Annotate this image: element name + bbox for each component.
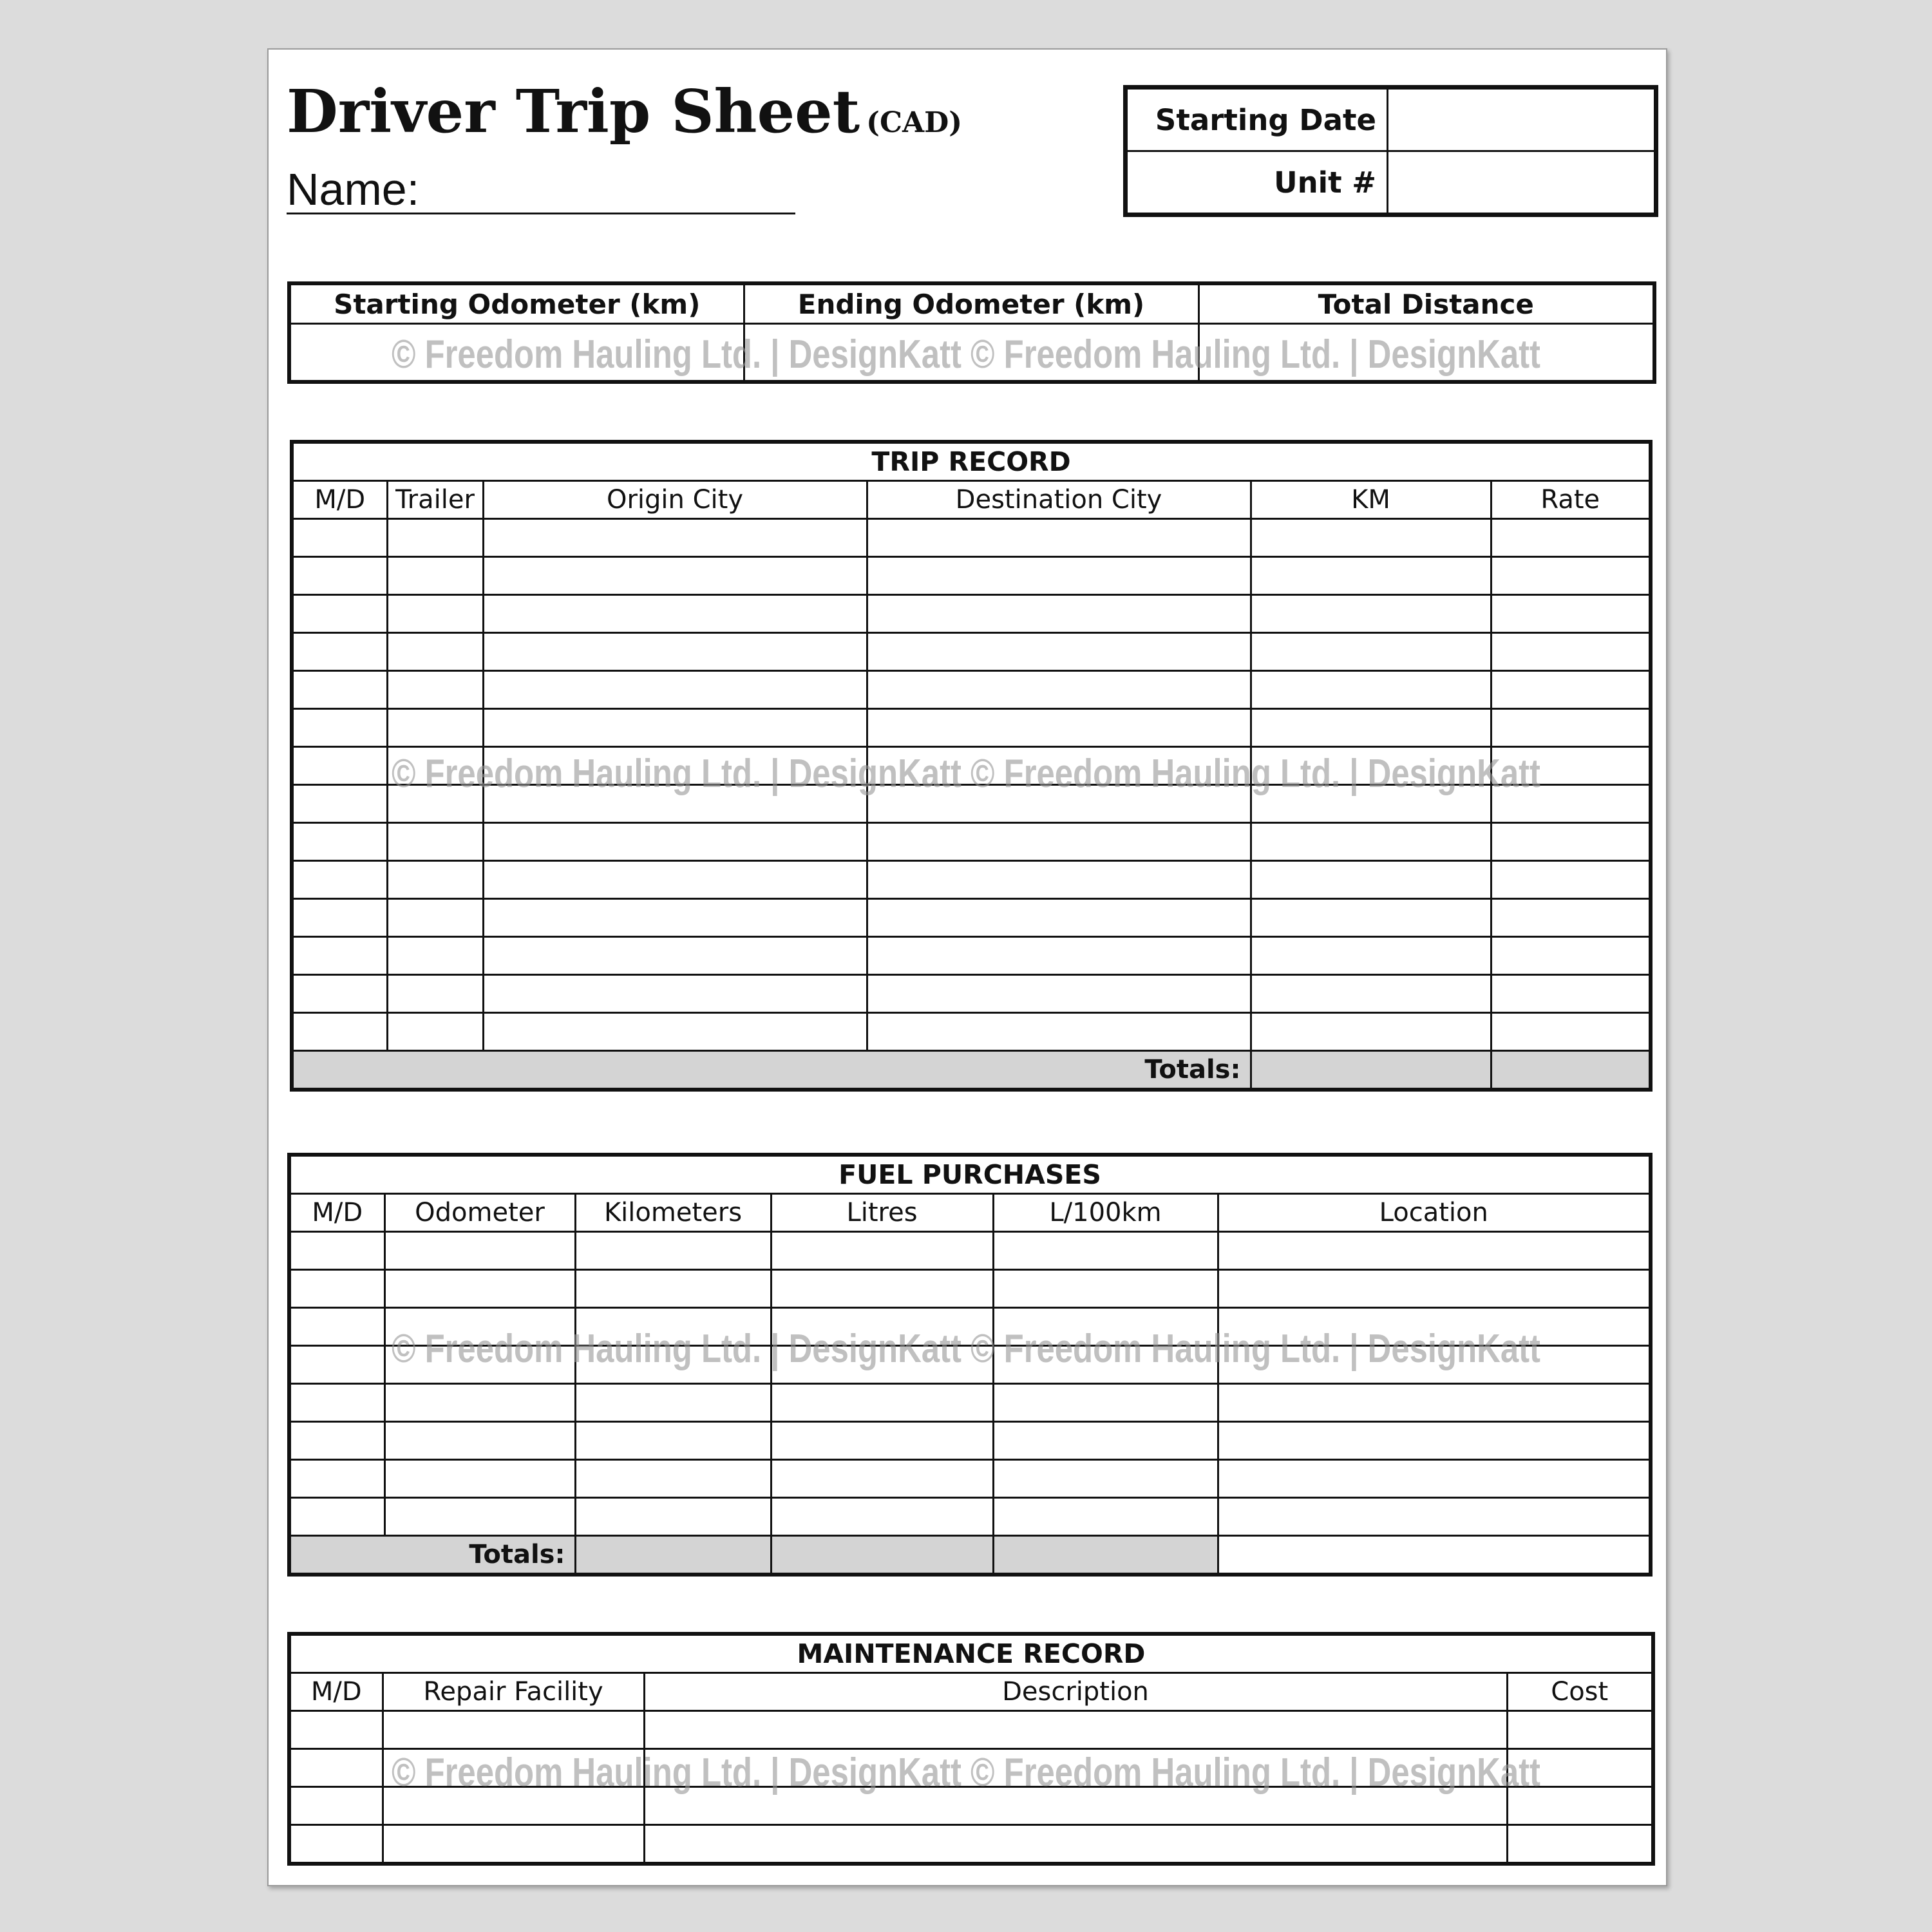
trip-record-cell[interactable]: [1491, 595, 1651, 633]
trip-record-cell[interactable]: [867, 671, 1251, 709]
trip-record-cell[interactable]: [1491, 633, 1651, 671]
fuel-purchases-row: [289, 1460, 1651, 1498]
trip-record-cell[interactable]: [1491, 519, 1651, 557]
trip-record-cell[interactable]: [292, 519, 387, 557]
fuel-purchases-row: [289, 1346, 1651, 1384]
trip-record-cell[interactable]: [1251, 633, 1491, 671]
maintenance-record-cell[interactable]: [644, 1749, 1507, 1787]
fuel-purchases-row: [289, 1498, 1651, 1536]
maintenance-record-row: [289, 1749, 1653, 1787]
trip-record-cell[interactable]: [483, 975, 867, 1013]
trip-record-cell[interactable]: [483, 937, 867, 975]
trip-record-cell[interactable]: [387, 1013, 483, 1051]
maintenance-record-cell[interactable]: [289, 1749, 383, 1787]
maintenance-repair-facility-header: Repair Facility: [383, 1673, 644, 1711]
trip-record-cell[interactable]: [387, 937, 483, 975]
starting-date-row: [1126, 88, 1656, 151]
trip-record-cell[interactable]: [1491, 1013, 1651, 1051]
fuel-purchases-cell[interactable]: [575, 1270, 771, 1308]
trip-record-cell[interactable]: [387, 823, 483, 861]
trip-record-cell[interactable]: [1491, 899, 1651, 937]
maintenance-record-cell[interactable]: [289, 1711, 383, 1749]
trip-destination-city-header: Destination City: [867, 481, 1251, 519]
fuel-purchases-cell[interactable]: [384, 1498, 575, 1536]
total-distance-value[interactable]: [1198, 324, 1654, 383]
fuel-md-header: M/D: [289, 1194, 384, 1232]
odometer-header-row: [289, 283, 1654, 324]
name-label: Name:: [287, 164, 420, 214]
fuel-total-location[interactable]: [1218, 1536, 1651, 1575]
fuel-purchases-row: [289, 1308, 1651, 1346]
trip-record-row: [292, 861, 1651, 899]
trip-record-row: [292, 633, 1651, 671]
trip-record-cell[interactable]: [387, 709, 483, 747]
trip-record-title: TRIP RECORD: [292, 442, 1651, 481]
maintenance-record-cell[interactable]: [289, 1825, 383, 1864]
fuel-purchases-cell[interactable]: [289, 1346, 384, 1384]
maintenance-record-cell[interactable]: [383, 1749, 644, 1787]
starting-odometer-header: Starting Odometer (km): [289, 283, 744, 324]
trip-total-rate[interactable]: [1491, 1051, 1651, 1090]
trip-record-cell[interactable]: [1491, 785, 1651, 823]
maintenance-record-cell[interactable]: [1507, 1787, 1653, 1825]
fuel-purchases-cell[interactable]: [384, 1270, 575, 1308]
trip-record-cell[interactable]: [387, 557, 483, 595]
fuel-purchases-cell[interactable]: [289, 1308, 384, 1346]
fuel-purchases-cell[interactable]: [384, 1308, 575, 1346]
fuel-litres-header: Litres: [771, 1194, 993, 1232]
trip-km-header: KM: [1251, 481, 1491, 519]
trip-record-cell[interactable]: [387, 747, 483, 785]
trip-record-cell[interactable]: [1491, 747, 1651, 785]
trip-record-cell[interactable]: [387, 595, 483, 633]
fuel-purchases-row: [289, 1422, 1651, 1460]
trip-record-row: [292, 899, 1651, 937]
trip-record-cell[interactable]: [292, 937, 387, 975]
fuel-purchases-cell[interactable]: [575, 1346, 771, 1384]
fuel-header-row: [289, 1194, 1651, 1232]
fuel-purchases-cell[interactable]: [993, 1346, 1218, 1384]
fuel-purchases-table: [287, 1153, 1653, 1577]
fuel-purchases-cell[interactable]: [993, 1308, 1218, 1346]
trip-record-cell[interactable]: [387, 671, 483, 709]
starting-odometer-value[interactable]: [289, 324, 744, 383]
maintenance-description-header: Description: [644, 1673, 1507, 1711]
fuel-purchases-cell[interactable]: [289, 1384, 384, 1422]
fuel-purchases-cell[interactable]: [289, 1232, 384, 1270]
fuel-total-kilometers[interactable]: [575, 1536, 771, 1575]
trip-record-cell[interactable]: [1251, 975, 1491, 1013]
trip-md-header: M/D: [292, 481, 387, 519]
trip-record-cell[interactable]: [483, 899, 867, 937]
fuel-purchases-cell[interactable]: [1218, 1308, 1651, 1346]
maintenance-record-row: [289, 1825, 1653, 1864]
fuel-purchases-cell[interactable]: [1218, 1460, 1651, 1498]
fuel-purchases-cell[interactable]: [575, 1422, 771, 1460]
maintenance-md-header: M/D: [289, 1673, 383, 1711]
info-box: [1123, 85, 1658, 217]
fuel-kilometers-header: Kilometers: [575, 1194, 771, 1232]
trip-record-cell[interactable]: [483, 823, 867, 861]
maintenance-record-row: [289, 1787, 1653, 1825]
trip-record-cell[interactable]: [867, 519, 1251, 557]
starting-date-label: Starting Date: [1126, 88, 1388, 151]
ending-odometer-header: Ending Odometer (km): [744, 283, 1198, 324]
fuel-location-header: Location: [1218, 1194, 1651, 1232]
trip-record-cell[interactable]: [292, 1013, 387, 1051]
title-text: Driver Trip Sheet: [287, 77, 860, 146]
trip-record-cell[interactable]: [1491, 975, 1651, 1013]
trip-record-cell[interactable]: [867, 975, 1251, 1013]
watermark-text: © Freedom Hauling Ltd. | DesignKatt © Freedom Hauling Ltd. | DesignKatt: [391, 1327, 1540, 1371]
maintenance-record-cell[interactable]: [383, 1787, 644, 1825]
trip-record-row: [292, 747, 1651, 785]
trip-record-cell[interactable]: [292, 709, 387, 747]
trip-record-cell[interactable]: [867, 595, 1251, 633]
fuel-purchases-cell[interactable]: [771, 1232, 993, 1270]
name-value[interactable]: [422, 160, 680, 205]
trip-record-cell[interactable]: [1251, 557, 1491, 595]
trip-record-cell[interactable]: [1251, 709, 1491, 747]
total-distance-header: Total Distance: [1198, 283, 1654, 324]
fuel-purchases-body: [289, 1232, 1651, 1536]
fuel-purchases-cell[interactable]: [771, 1308, 993, 1346]
maintenance-record-body: [289, 1711, 1653, 1864]
trip-record-cell[interactable]: [387, 633, 483, 671]
starting-date-value[interactable]: [1388, 88, 1656, 151]
fuel-purchases-cell[interactable]: [1218, 1422, 1651, 1460]
trip-record-cell[interactable]: [867, 861, 1251, 899]
trip-record-cell[interactable]: [1251, 861, 1491, 899]
maintenance-record-table: [287, 1632, 1655, 1866]
fuel-purchases-cell[interactable]: [575, 1232, 771, 1270]
trip-record-cell[interactable]: [292, 861, 387, 899]
trip-record-row: [292, 785, 1651, 823]
driver-name-field[interactable]: [287, 160, 795, 214]
trip-record-cell[interactable]: [1251, 937, 1491, 975]
fuel-purchases-cell[interactable]: [993, 1270, 1218, 1308]
trip-record-cell[interactable]: [1491, 823, 1651, 861]
trip-origin-city-header: Origin City: [483, 481, 867, 519]
trip-record-cell[interactable]: [867, 823, 1251, 861]
fuel-purchases-cell[interactable]: [575, 1308, 771, 1346]
fuel-purchases-cell[interactable]: [1218, 1270, 1651, 1308]
maintenance-record-cell[interactable]: [644, 1787, 1507, 1825]
maintenance-header-row: [289, 1673, 1653, 1711]
trip-record-body: [292, 519, 1651, 1051]
maintenance-cost-header: Cost: [1507, 1673, 1653, 1711]
maintenance-record-cell[interactable]: [1507, 1749, 1653, 1787]
trip-record-cell[interactable]: [387, 785, 483, 823]
trip-record-cell[interactable]: [1491, 937, 1651, 975]
trip-record-cell[interactable]: [867, 557, 1251, 595]
fuel-purchases-cell[interactable]: [993, 1232, 1218, 1270]
trip-record-cell[interactable]: [292, 595, 387, 633]
fuel-totals-row: [289, 1536, 1651, 1575]
trip-record-cell[interactable]: [1251, 519, 1491, 557]
fuel-purchases-row: [289, 1270, 1651, 1308]
trip-record-cell[interactable]: [867, 709, 1251, 747]
trip-record-cell[interactable]: [387, 975, 483, 1013]
unit-number-row: [1126, 151, 1656, 215]
unit-number-label: Unit #: [1126, 151, 1388, 215]
maintenance-record-title: MAINTENANCE RECORD: [289, 1634, 1653, 1673]
trip-record-cell[interactable]: [1491, 709, 1651, 747]
trip-record-cell[interactable]: [483, 785, 867, 823]
watermark-text: © Freedom Hauling Ltd. | DesignKatt © Freedom Hauling Ltd. | DesignKatt: [391, 332, 1540, 377]
fuel-purchases-cell[interactable]: [384, 1460, 575, 1498]
trip-record-cell[interactable]: [1251, 823, 1491, 861]
page-title: [287, 76, 962, 147]
fuel-purchases-row: [289, 1384, 1651, 1422]
trip-record-cell[interactable]: [867, 785, 1251, 823]
trip-record-cell[interactable]: [292, 899, 387, 937]
maintenance-record-cell[interactable]: [289, 1787, 383, 1825]
trip-record-cell[interactable]: [867, 1013, 1251, 1051]
fuel-l-per-100km-header: L/100km: [993, 1194, 1218, 1232]
fuel-purchases-cell[interactable]: [575, 1498, 771, 1536]
trip-record-cell[interactable]: [292, 557, 387, 595]
maintenance-record-cell[interactable]: [383, 1711, 644, 1749]
fuel-purchases-cell[interactable]: [575, 1384, 771, 1422]
maintenance-record-cell[interactable]: [383, 1825, 644, 1864]
fuel-purchases-cell[interactable]: [384, 1422, 575, 1460]
trip-record-cell[interactable]: [483, 861, 867, 899]
trip-record-row: [292, 557, 1651, 595]
fuel-purchases-cell[interactable]: [771, 1384, 993, 1422]
trip-record-cell[interactable]: [867, 747, 1251, 785]
fuel-purchases-cell[interactable]: [289, 1460, 384, 1498]
unit-number-value[interactable]: [1388, 151, 1656, 215]
trip-record-header-row: [292, 481, 1651, 519]
fuel-totals-label: Totals:: [289, 1536, 575, 1575]
fuel-purchases-cell[interactable]: [771, 1422, 993, 1460]
fuel-purchases-cell[interactable]: [771, 1346, 993, 1384]
trip-record-cell[interactable]: [1491, 671, 1651, 709]
fuel-total-l-per-100km[interactable]: [993, 1536, 1218, 1575]
trip-record-cell[interactable]: [292, 633, 387, 671]
trip-totals-label: Totals:: [292, 1051, 1251, 1090]
trip-record-row: [292, 823, 1651, 861]
fuel-purchases-cell[interactable]: [993, 1384, 1218, 1422]
trip-record-cell[interactable]: [1251, 899, 1491, 937]
fuel-purchases-cell[interactable]: [384, 1384, 575, 1422]
trip-record-row: [292, 975, 1651, 1013]
fuel-purchases-cell[interactable]: [1218, 1498, 1651, 1536]
trip-record-row: [292, 671, 1651, 709]
fuel-total-litres[interactable]: [771, 1536, 993, 1575]
fuel-purchases-cell[interactable]: [993, 1460, 1218, 1498]
fuel-purchases-cell[interactable]: [993, 1498, 1218, 1536]
currency-label: (CAD): [866, 106, 963, 139]
fuel-purchases-cell[interactable]: [1218, 1346, 1651, 1384]
trip-record-row: [292, 709, 1651, 747]
trip-record-cell[interactable]: [1251, 747, 1491, 785]
trip-record-cell[interactable]: [1251, 595, 1491, 633]
trip-record-cell[interactable]: [483, 1013, 867, 1051]
trip-record-cell[interactable]: [867, 633, 1251, 671]
trip-record-cell[interactable]: [1491, 557, 1651, 595]
trip-trailer-header: Trailer: [387, 481, 483, 519]
trip-record-cell[interactable]: [483, 747, 867, 785]
trip-record-cell[interactable]: [292, 823, 387, 861]
fuel-odometer-header: Odometer: [384, 1194, 575, 1232]
fuel-purchases-cell[interactable]: [289, 1270, 384, 1308]
fuel-purchases-cell[interactable]: [289, 1498, 384, 1536]
trip-record-table: [290, 440, 1653, 1092]
fuel-purchases-cell[interactable]: [384, 1232, 575, 1270]
maintenance-record-cell[interactable]: [1507, 1825, 1653, 1864]
fuel-purchases-row: [289, 1232, 1651, 1270]
trip-record-row: [292, 595, 1651, 633]
fuel-purchases-cell[interactable]: [1218, 1384, 1651, 1422]
trip-record-cell[interactable]: [483, 709, 867, 747]
trip-record-cell[interactable]: [387, 519, 483, 557]
trip-record-cell[interactable]: [483, 519, 867, 557]
trip-record-cell[interactable]: [292, 671, 387, 709]
trip-totals-row: [292, 1051, 1651, 1090]
trip-record-cell[interactable]: [483, 671, 867, 709]
watermark-text: © Freedom Hauling Ltd. | DesignKatt © Freedom Hauling Ltd. | DesignKatt: [391, 1750, 1540, 1795]
trip-record-cell[interactable]: [1251, 671, 1491, 709]
fuel-caption-row: [289, 1155, 1651, 1194]
trip-record-cell[interactable]: [867, 937, 1251, 975]
trip-record-cell[interactable]: [1251, 785, 1491, 823]
maintenance-record-row: [289, 1711, 1653, 1749]
fuel-purchases-cell[interactable]: [771, 1270, 993, 1308]
trip-record-cell[interactable]: [387, 861, 483, 899]
odometer-table: [287, 281, 1656, 384]
trip-record-cell[interactable]: [867, 899, 1251, 937]
trip-record-cell[interactable]: [292, 975, 387, 1013]
trip-record-row: [292, 1013, 1651, 1051]
maintenance-record-cell[interactable]: [644, 1711, 1507, 1749]
maintenance-record-cell[interactable]: [644, 1825, 1507, 1864]
watermark-text: © Freedom Hauling Ltd. | DesignKatt © Freedom Hauling Ltd. | DesignKatt: [391, 752, 1540, 796]
fuel-purchases-cell[interactable]: [771, 1460, 993, 1498]
trip-record-caption-row: [292, 442, 1651, 481]
fuel-purchases-cell[interactable]: [1218, 1232, 1651, 1270]
trip-record-row: [292, 519, 1651, 557]
maintenance-record-cell[interactable]: [1507, 1711, 1653, 1749]
trip-record-cell[interactable]: [1491, 861, 1651, 899]
trip-record-cell[interactable]: [1251, 1013, 1491, 1051]
trip-record-cell[interactable]: [292, 785, 387, 823]
trip-record-cell[interactable]: [483, 633, 867, 671]
fuel-purchases-cell[interactable]: [993, 1422, 1218, 1460]
trip-record-row: [292, 937, 1651, 975]
odometer-value-row: [289, 324, 1654, 383]
fuel-purchases-title: FUEL PURCHASES: [289, 1155, 1651, 1194]
ending-odometer-value[interactable]: [744, 324, 1198, 383]
fuel-purchases-cell[interactable]: [771, 1498, 993, 1536]
fuel-purchases-cell[interactable]: [289, 1422, 384, 1460]
trip-record-cell[interactable]: [292, 747, 387, 785]
fuel-purchases-cell[interactable]: [575, 1460, 771, 1498]
fuel-purchases-cell[interactable]: [384, 1346, 575, 1384]
trip-record-cell[interactable]: [387, 899, 483, 937]
maintenance-caption-row: [289, 1634, 1653, 1673]
trip-record-cell[interactable]: [483, 595, 867, 633]
trip-record-cell[interactable]: [483, 557, 867, 595]
trip-total-km[interactable]: [1251, 1051, 1491, 1090]
trip-rate-header: Rate: [1491, 481, 1651, 519]
